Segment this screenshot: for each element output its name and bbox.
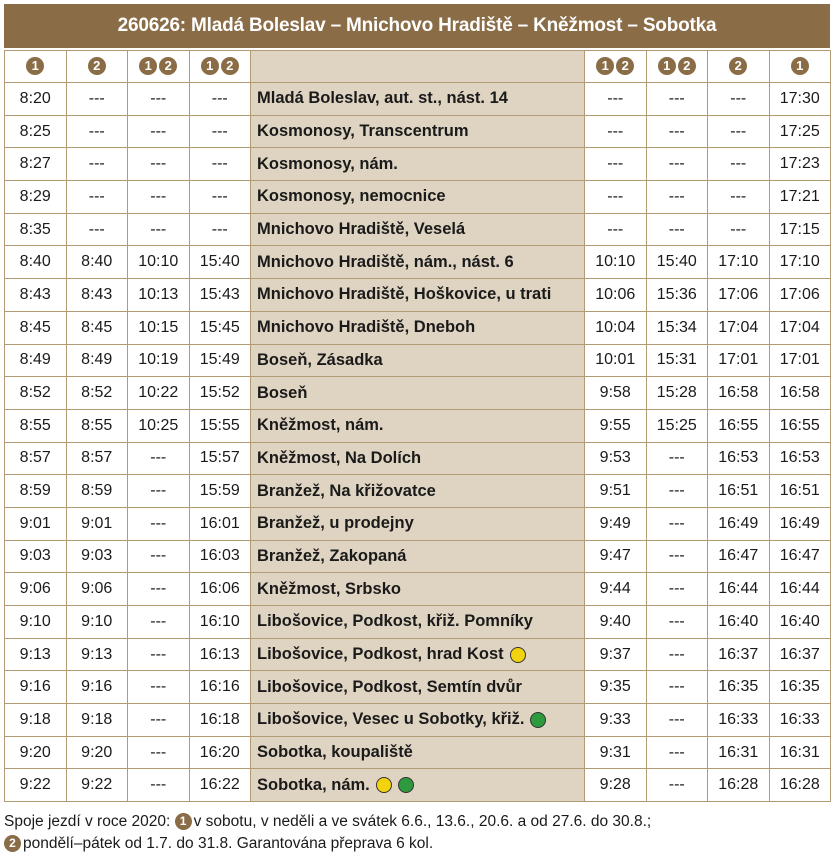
service-badge: 1 [791,57,809,75]
return-time: 9:37 [585,638,647,671]
return-time: 16:37 [769,638,831,671]
stop-name-cell [251,638,585,671]
stop-name-cell [251,115,585,148]
return-time: 15:28 [646,377,708,410]
footnotes [4,811,830,855]
departure-time: 8:49 [66,344,128,377]
departure-time: 10:19 [128,344,190,377]
departure-time: --- [128,638,190,671]
stop-name-cell [251,507,585,540]
departure-time: 9:01 [66,507,128,540]
service-badge: 1 [596,57,614,75]
stop-name: Libošovice, Podkost, hrad Kost [257,645,504,664]
service-badge-2: 2 [4,835,21,852]
departure-time: --- [128,704,190,737]
return-time: 17:23 [769,148,831,181]
return-time: 16:40 [769,606,831,639]
stop-name: Sobotka, nám. [257,775,370,794]
return-time: 16:53 [769,442,831,475]
departure-time: 8:55 [5,409,67,442]
header-cell [128,51,190,83]
return-time: --- [646,736,708,769]
return-time: 17:04 [708,311,770,344]
stop-name-cell [251,213,585,246]
stop-name-cell [251,311,585,344]
stop-name-cell [251,181,585,214]
return-time: 17:25 [769,115,831,148]
return-time: 17:01 [769,344,831,377]
timetable [4,50,831,802]
table-row [5,704,831,737]
departure-time: 16:16 [189,671,251,704]
departure-time: 9:20 [5,736,67,769]
departure-time: --- [189,148,251,181]
return-time: --- [585,83,647,116]
departure-time: --- [189,83,251,116]
green-dot-icon [530,712,546,728]
service-badge: 2 [616,57,634,75]
return-time: --- [708,83,770,116]
stop-name-cell [251,671,585,704]
header-cell [585,51,647,83]
table-row [5,409,831,442]
departure-time: 9:03 [5,540,67,573]
return-time: --- [646,671,708,704]
departure-time: --- [128,769,190,802]
departure-time: 16:18 [189,704,251,737]
departure-time: 8:20 [5,83,67,116]
departure-time: 16:06 [189,573,251,606]
departure-time: --- [128,83,190,116]
stop-name-cell [251,148,585,181]
stop-name: Mladá Boleslav, aut. st., nást. 14 [257,89,508,108]
departure-time: 9:18 [66,704,128,737]
yellow-dot-icon [376,777,392,793]
departure-time: --- [128,540,190,573]
return-time: 16:47 [769,540,831,573]
departure-time: 10:13 [128,279,190,312]
departure-time: 8:59 [66,475,128,508]
return-time: --- [646,540,708,573]
departure-time: 8:49 [5,344,67,377]
return-time: 9:35 [585,671,647,704]
departure-time: --- [189,181,251,214]
departure-time: 8:45 [5,311,67,344]
return-time: 10:10 [585,246,647,279]
departure-time: 8:43 [66,279,128,312]
return-time: 16:53 [708,442,770,475]
departure-time: 16:20 [189,736,251,769]
departure-time: 8:52 [5,377,67,410]
departure-time: --- [66,213,128,246]
return-time: 16:35 [708,671,770,704]
return-time: 10:01 [585,344,647,377]
departure-time: 10:25 [128,409,190,442]
stop-name-cell [251,475,585,508]
departure-time: 9:10 [66,606,128,639]
return-time: 15:36 [646,279,708,312]
stop-name: Boseň [257,383,308,402]
service-badge: 2 [729,57,747,75]
table-row [5,115,831,148]
service-badge: 2 [221,57,239,75]
departure-time: 16:03 [189,540,251,573]
stop-name: Kněžmost, Srbsko [257,579,401,598]
stop-name: Kosmonosy, nemocnice [257,187,446,206]
return-time: 9:44 [585,573,647,606]
return-time: 16:31 [769,736,831,769]
return-time: --- [646,475,708,508]
header-cell [66,51,128,83]
stop-name-cell [251,83,585,116]
stop-name-cell [251,409,585,442]
return-time: 16:51 [708,475,770,508]
header-cell [646,51,708,83]
return-time: --- [646,507,708,540]
return-time: 16:37 [708,638,770,671]
return-time: 9:53 [585,442,647,475]
stop-name-cell [251,442,585,475]
stop-name: Branžež, u prodejny [257,514,414,533]
return-time: 9:40 [585,606,647,639]
stop-name: Branžež, Zakopaná [257,546,407,565]
departure-time: 16:10 [189,606,251,639]
departure-time: 10:15 [128,311,190,344]
stop-name-cell [251,279,585,312]
return-time: 16:47 [708,540,770,573]
header-cell [189,51,251,83]
return-time: 15:31 [646,344,708,377]
departure-time: --- [128,475,190,508]
table-row [5,671,831,704]
table-row [5,311,831,344]
return-time: 17:10 [769,246,831,279]
stop-name: Mnichovo Hradiště, Hoškovice, u trati [257,285,552,304]
departure-time: --- [189,115,251,148]
return-time: 10:04 [585,311,647,344]
return-time: --- [646,181,708,214]
return-time: --- [708,213,770,246]
return-time: 15:25 [646,409,708,442]
table-row [5,507,831,540]
departure-time: --- [128,181,190,214]
departure-time: 15:55 [189,409,251,442]
departure-time: --- [128,507,190,540]
return-time: 17:30 [769,83,831,116]
return-time: 16:28 [769,769,831,802]
return-time: --- [646,573,708,606]
stop-name-cell [251,377,585,410]
stop-name-cell [251,246,585,279]
return-time: 16:58 [769,377,831,410]
table-row [5,736,831,769]
departure-time: --- [128,671,190,704]
header-row [5,51,831,83]
stop-name: Mnichovo Hradiště, Dneboh [257,318,476,337]
return-time: --- [646,638,708,671]
departure-time: --- [128,213,190,246]
stop-name: Branžež, Na křižovatce [257,481,436,500]
stop-name-cell [251,573,585,606]
departure-time: 8:43 [5,279,67,312]
service-badge: 2 [88,57,106,75]
departure-time: --- [128,573,190,606]
table-row [5,377,831,410]
departure-time: --- [128,736,190,769]
table-row [5,83,831,116]
table-row [5,442,831,475]
return-time: 17:06 [769,279,831,312]
departure-time: 15:43 [189,279,251,312]
return-time: 16:49 [769,507,831,540]
table-row [5,540,831,573]
return-time: 16:33 [708,704,770,737]
table-row [5,638,831,671]
stop-name-cell [251,344,585,377]
return-time: 17:10 [708,246,770,279]
return-time: 16:33 [769,704,831,737]
return-time: --- [646,83,708,116]
stop-name: Boseň, Zásadka [257,350,383,369]
return-time: --- [646,606,708,639]
departure-time: 8:40 [66,246,128,279]
return-time: --- [646,148,708,181]
header-stop-cell [251,51,585,83]
stop-name: Kněžmost, nám. [257,416,384,435]
return-time: 16:55 [769,409,831,442]
yellow-dot-icon [510,647,526,663]
departure-time: --- [189,213,251,246]
return-time: 10:06 [585,279,647,312]
return-time: 16:44 [708,573,770,606]
departure-time: 10:10 [128,246,190,279]
return-time: 9:55 [585,409,647,442]
departure-time: 9:16 [66,671,128,704]
departure-time: 15:52 [189,377,251,410]
departure-time: 8:25 [5,115,67,148]
departure-time: 8:27 [5,148,67,181]
return-time: 16:58 [708,377,770,410]
service-badge: 2 [159,57,177,75]
return-time: 16:28 [708,769,770,802]
departure-time: 8:52 [66,377,128,410]
departure-time: 9:22 [5,769,67,802]
footnote-text-2: pondělí–pátek od 1.7. do 31.8. Garantována přeprava 6 kol. [23,835,434,852]
service-badge: 1 [139,57,157,75]
header-cell [708,51,770,83]
return-time: 16:51 [769,475,831,508]
departure-time: 8:55 [66,409,128,442]
service-badge: 1 [658,57,676,75]
table-row [5,246,831,279]
table-row [5,181,831,214]
departure-time: 9:06 [5,573,67,606]
departure-time: 9:01 [5,507,67,540]
stop-name-cell [251,736,585,769]
footnote-line-1 [4,811,830,833]
stop-name-cell [251,769,585,802]
departure-time: --- [66,83,128,116]
return-time: 17:01 [708,344,770,377]
return-time: --- [585,181,647,214]
return-time: --- [646,769,708,802]
return-time: 16:49 [708,507,770,540]
departure-time: 8:57 [5,442,67,475]
departure-time: --- [66,181,128,214]
return-time: 15:40 [646,246,708,279]
departure-time: --- [128,115,190,148]
departure-time: 15:59 [189,475,251,508]
return-time: --- [646,704,708,737]
departure-time: 8:45 [66,311,128,344]
return-time: --- [585,148,647,181]
return-time: 9:47 [585,540,647,573]
stop-name: Kněžmost, Na Dolích [257,448,422,467]
departure-time: 15:49 [189,344,251,377]
return-time: --- [646,442,708,475]
service-badge: 1 [201,57,219,75]
return-time: 16:55 [708,409,770,442]
table-row [5,148,831,181]
departure-time: --- [128,606,190,639]
departure-time: 9:20 [66,736,128,769]
departure-time: 9:10 [5,606,67,639]
timetable-title: 260626: Mladá Boleslav – Mnichovo Hradiště – Kněžmost – Sobotka [4,4,830,48]
service-badge: 2 [678,57,696,75]
departure-time: 9:22 [66,769,128,802]
return-time: --- [585,213,647,246]
departure-time: --- [66,115,128,148]
stop-name: Libošovice, Vesec u Sobotky, křiž. [257,710,525,729]
return-time: 9:49 [585,507,647,540]
stop-name: Mnichovo Hradiště, nám., nást. 6 [257,252,514,271]
return-time: --- [708,115,770,148]
departure-time: --- [66,148,128,181]
departure-time: --- [128,442,190,475]
table-row [5,573,831,606]
stop-name: Kosmonosy, nám. [257,154,398,173]
departure-time: 8:35 [5,213,67,246]
return-time: --- [708,148,770,181]
departure-time: 9:13 [5,638,67,671]
return-time: --- [646,115,708,148]
service-badge: 1 [26,57,44,75]
return-time: 9:31 [585,736,647,769]
return-time: 15:34 [646,311,708,344]
departure-time: 15:40 [189,246,251,279]
return-time: 16:31 [708,736,770,769]
return-time: --- [585,115,647,148]
departure-time: 15:57 [189,442,251,475]
footnote-text-1: v sobotu, v neděli a ve svátek 6.6., 13.6., 20.6. a od 27.6. do 30.8.; [193,813,652,830]
return-time: 17:04 [769,311,831,344]
departure-time: 9:18 [5,704,67,737]
departure-time: 10:22 [128,377,190,410]
table-row [5,769,831,802]
stop-name: Mnichovo Hradiště, Veselá [257,220,466,239]
return-time: 16:35 [769,671,831,704]
departure-time: 8:57 [66,442,128,475]
departure-time: 16:01 [189,507,251,540]
header-cell [5,51,67,83]
stop-name: Libošovice, Podkost, křiž. Pomníky [257,612,533,631]
departure-time: 16:13 [189,638,251,671]
footnote-line-2 [4,833,830,855]
departure-time: 9:03 [66,540,128,573]
table-row [5,213,831,246]
return-time: 17:15 [769,213,831,246]
return-time: 9:28 [585,769,647,802]
green-dot-icon [398,777,414,793]
return-time: 17:21 [769,181,831,214]
table-row [5,279,831,312]
departure-time: 8:59 [5,475,67,508]
return-time: --- [708,181,770,214]
departure-time: 9:13 [66,638,128,671]
return-time: 16:40 [708,606,770,639]
return-time: 16:44 [769,573,831,606]
departure-time: 9:16 [5,671,67,704]
table-row [5,344,831,377]
departure-time: 15:45 [189,311,251,344]
return-time: 17:06 [708,279,770,312]
return-time: 9:33 [585,704,647,737]
stop-name: Sobotka, koupaliště [257,743,413,762]
stop-name-cell [251,704,585,737]
return-time: --- [646,213,708,246]
table-row [5,475,831,508]
departure-time: 8:29 [5,181,67,214]
stop-name: Libošovice, Podkost, Semtín dvůr [257,677,522,696]
stop-name-cell [251,606,585,639]
footnote-prefix: Spoje jezdí v roce 2020: [4,813,171,830]
stop-name: Kosmonosy, Transcentrum [257,122,469,141]
service-badge-1: 1 [175,813,192,830]
departure-time: 8:40 [5,246,67,279]
return-time: 9:51 [585,475,647,508]
departure-time: 9:06 [66,573,128,606]
table-row [5,606,831,639]
stop-name-cell [251,540,585,573]
departure-time: --- [128,148,190,181]
return-time: 9:58 [585,377,647,410]
header-cell [769,51,831,83]
departure-time: 16:22 [189,769,251,802]
